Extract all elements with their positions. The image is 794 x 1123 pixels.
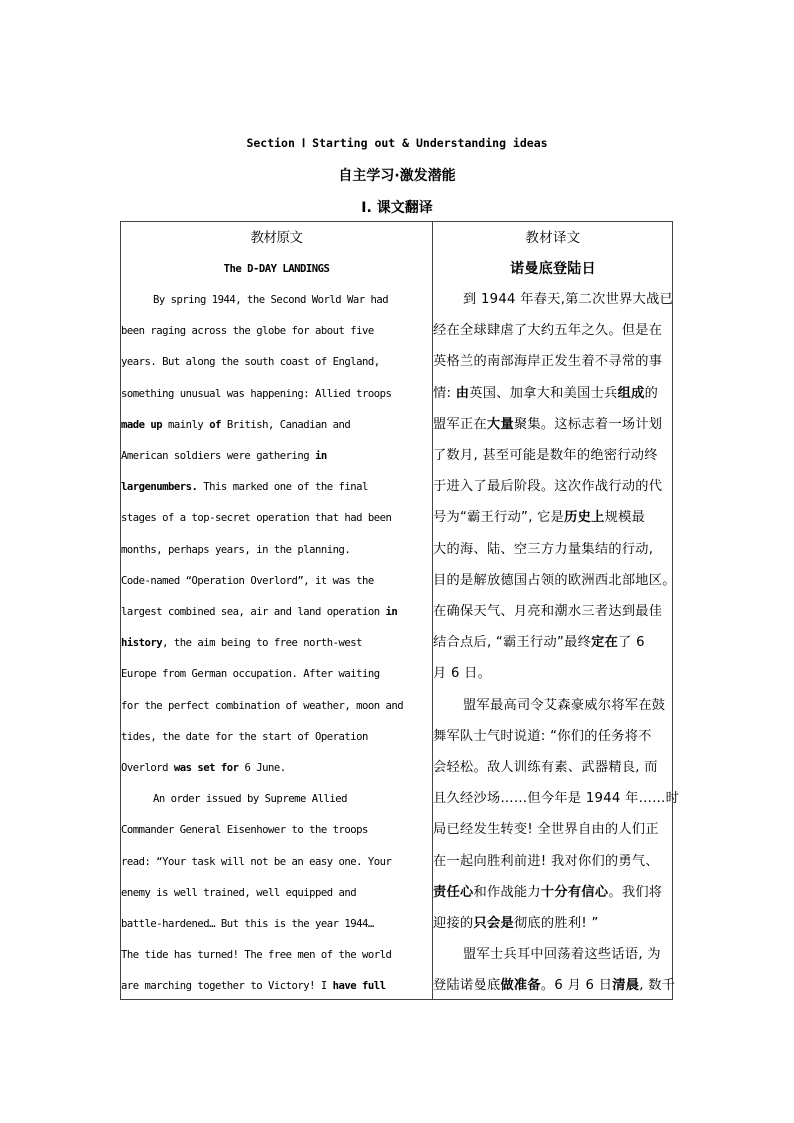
bold-phrase: 清晨 [612, 978, 640, 994]
text-line [433, 851, 659, 873]
text-segment: are marching together to Victory! I [121, 980, 333, 993]
text-segment: 舞军队士气时说道: “你们的任务将不 [433, 728, 652, 744]
text-line [433, 445, 658, 467]
translation-column-header: 教材译文 [525, 230, 581, 246]
text-segment: stages of a top-secret operation that had been [121, 512, 392, 525]
text-segment: 情: [433, 385, 456, 401]
bold-phrase: in [314, 450, 327, 462]
text-segment: largest combined sea, air and land operation [121, 606, 386, 618]
text-segment: American soldiers were gathering [121, 450, 315, 462]
text-line [433, 320, 662, 342]
text-line [433, 663, 491, 685]
text-segment: been raging across the globe for about five [121, 325, 374, 338]
text-line [433, 351, 662, 373]
text-line [121, 664, 380, 684]
bold-phrase: 由 [455, 385, 470, 401]
text-line [121, 571, 374, 591]
text-segment: 目的是解放德国占领的欧洲西北部地区。 [433, 572, 676, 588]
bold-phrase: history [121, 637, 163, 650]
text-segment: tides, the date for the start of Operation [121, 730, 368, 743]
bold-phrase: largenumbers. [121, 481, 198, 494]
text-segment: 于进入了最后阶段。这次作战行动的代 [433, 479, 663, 495]
text-line [433, 788, 679, 810]
text-segment: 。我们将 [608, 884, 663, 900]
text-line [433, 383, 658, 405]
text-segment: something unusual was happening: Allied troops [121, 387, 392, 400]
text-line [433, 757, 658, 779]
text-line [121, 789, 347, 809]
text-segment: Code-named “Operation Overlord”, it was the [121, 574, 374, 587]
translation-table [120, 221, 680, 1000]
text-line [433, 944, 661, 966]
text-segment: This marked one of the final [197, 481, 368, 494]
bold-phrase: made up [121, 418, 163, 431]
english-passage-title: The D-DAY LANDINGS [223, 263, 330, 275]
text-segment: 盟军士兵耳中回荡着这些话语, 为 [463, 947, 661, 963]
text-line [121, 352, 380, 372]
text-segment: 大的海、陆、空三方力量集结的行动, [433, 541, 654, 557]
text-line [121, 727, 368, 747]
text-line [433, 289, 673, 311]
text-segment: By spring 1944, the Second World War had [153, 294, 389, 306]
original-column-header: 教材原文 [250, 230, 303, 246]
text-segment: 英格兰的南部海岸正发生着不寻常的事 [433, 354, 663, 370]
part-title: Ⅰ. 课文翻译 [361, 200, 433, 216]
text-line [121, 384, 391, 404]
text-line [121, 540, 350, 560]
bold-phrase: 历史上 [564, 510, 605, 526]
text-segment: 和作战能力 [473, 884, 541, 900]
text-segment: 的 [644, 385, 659, 401]
text-segment: 在确保天气、月亮和潮水三者达到最佳 [433, 604, 663, 619]
text-segment: 在一起向胜利前进! 我对你们的勇气、 [433, 853, 659, 869]
text-line [433, 601, 662, 623]
text-segment: , 数千 [639, 978, 676, 994]
bold-phrase: in [385, 606, 398, 618]
text-line [121, 446, 327, 466]
text-line [121, 945, 391, 965]
text-segment: 盟军正在 [433, 416, 487, 432]
text-line [433, 414, 662, 436]
bold-phrase: was set for [173, 762, 239, 774]
text-segment: 号为“霸王行动”, 它是 [433, 510, 565, 526]
text-segment: enemy is well trained, well equipped and [121, 886, 357, 899]
bold-phrase: 定在 [591, 635, 619, 651]
text-line [121, 321, 374, 341]
text-segment: read: “Your task will not be an easy one. Your [121, 855, 392, 868]
text-segment: Europe from German occupation. After waiting [121, 668, 380, 681]
bold-phrase: 做准备 [500, 978, 541, 994]
text-line [121, 820, 368, 840]
bold-phrase: have full [332, 980, 386, 993]
text-segment: 结合点后, “霸王行动”最终 [433, 635, 592, 651]
text-line [121, 696, 403, 716]
text-line [121, 914, 374, 934]
text-line [121, 633, 362, 653]
text-line [433, 695, 665, 717]
text-segment: 彻底的胜利! ” [513, 916, 599, 931]
text-segment: for the perfect combination of weather, moon and [121, 699, 404, 712]
text-segment: 局已经发生转变! 全世界自由的人们正 [433, 822, 659, 838]
text-line [121, 602, 397, 622]
text-segment: 。6 月 6 日 [540, 978, 613, 994]
text-segment: 且久经沙场……但今年是 1944 年……时 [433, 791, 680, 807]
text-line [121, 290, 388, 310]
text-line [433, 882, 662, 904]
text-line [433, 570, 676, 592]
text-segment: 迎接的 [433, 916, 474, 931]
text-line [121, 477, 368, 497]
text-line [433, 913, 599, 935]
bold-phrase: 责任心 [433, 884, 474, 900]
section-title: Section Ⅰ Starting out & Understanding ideas [246, 136, 548, 150]
text-segment: The tide has turned! The free men of the world [121, 949, 392, 962]
subtitle: 自主学习·激发潜能 [338, 168, 456, 184]
text-segment: Commander General Eisenhower to the troops [121, 824, 368, 837]
text-line [433, 632, 645, 654]
text-segment: years. But along the south coast of England, [121, 356, 380, 369]
text-line [433, 726, 652, 748]
text-line [433, 539, 653, 561]
text-segment: 月 6 日。 [433, 666, 492, 682]
text-segment: 经在全球肆虐了大约五年之久。但是在 [433, 323, 663, 339]
text-segment: An order issued by Supreme Allied [153, 793, 347, 806]
bold-phrase: 只会是 [473, 916, 514, 931]
text-line [433, 975, 675, 997]
text-segment: mainly [162, 418, 210, 431]
text-line [121, 883, 356, 903]
text-line [121, 508, 391, 528]
text-segment: 了 6 [618, 635, 645, 651]
text-line [121, 758, 286, 778]
text-segment: British, Canadian and [220, 418, 351, 431]
text-line [121, 415, 350, 435]
text-line [433, 476, 662, 498]
text-segment: Overlord [121, 762, 174, 774]
text-segment: 会轻松。敌人训练有素、武器精良, 而 [433, 760, 658, 775]
bold-phrase: of [209, 418, 221, 431]
text-segment: months, perhaps years, in the planning. [121, 543, 351, 556]
text-line [121, 976, 386, 996]
text-segment: , the aim being to free north-west [162, 637, 363, 650]
text-segment: 英国、加拿大和美国士兵 [469, 385, 618, 401]
text-segment: 盟军最高司令艾森豪威尔将军在鼓 [463, 697, 666, 713]
text-segment: 登陆诺曼底 [433, 978, 501, 994]
text-segment: 6 June. [238, 762, 286, 774]
text-segment: 聚集。这标志着一场计划 [513, 416, 663, 432]
text-line [433, 507, 645, 529]
text-segment: 了数月, 甚至可能是数年的绝密行动终 [433, 448, 658, 463]
text-line [121, 852, 391, 872]
bold-phrase: 大量 [486, 416, 514, 432]
text-segment: battle-hardened… But this is the year 1944… [121, 918, 374, 930]
bold-phrase: 十分有信心 [540, 884, 609, 900]
text-line [433, 819, 659, 841]
chinese-passage-title: 诺曼底登陆日 [510, 261, 596, 277]
text-segment: 规模最 [604, 510, 646, 526]
text-segment: 到 1944 年春天,第二次世界大战已 [463, 292, 674, 307]
bold-phrase: 组成 [617, 385, 645, 401]
